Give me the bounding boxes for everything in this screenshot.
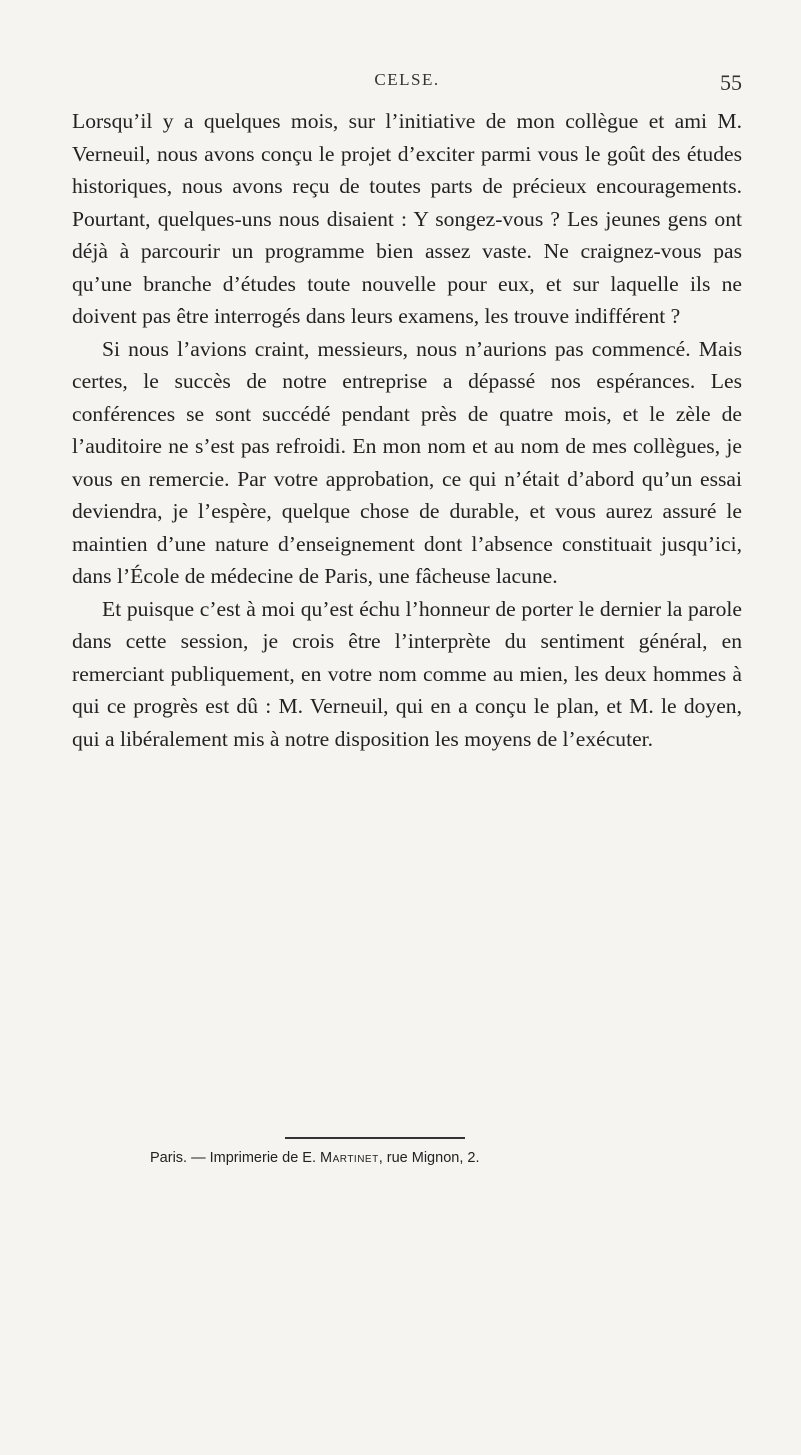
colophon-suffix: , rue Mignon, 2.	[378, 1150, 480, 1166]
paragraph-2: Si nous l’avions craint, messieurs, nous n’aurions pas commencé. Mais certes, le succès de notre entreprise a dépassé nos espérances. Les conférences se sont succédé pendant près de quatre mois, et le zèle de l’auditoire ne s’est pas refroidi. En mon nom et au nom de mes collègues, je vous en remercie. Par votre approbation, ce qui n’était d’abord qu’un essai deviendra, je l’espère, quelque chose de durable, et vous aurez assuré le maintien d’une nature d’enseignement dont l’absence constituait jusqu’ici, dans l’École de médecine de Paris, une fâcheuse lacune.	[72, 336, 742, 588]
running-head	[72, 70, 742, 100]
printer-colophon	[150, 1150, 680, 1166]
colophon-rule	[285, 1137, 465, 1139]
paragraph-3: Et puisque c’est à moi qu’est échu l’honneur de porter le dernier la parole dans cette session, je crois être l’interprète du sentiment général, en remerciant publiquement, en votre nom comme au mien, les deux hommes à qui ce progrès est dû : M. Verneuil, qui en a conçu le plan, et M. le doyen, qui a libéralement mis à notre disposition les moyens de l’exécuter.	[72, 596, 742, 751]
page-number: 55	[720, 70, 742, 95]
colophon-printer-name: Martinet	[320, 1150, 379, 1166]
paragraph-1: Lorsqu’il y a quelques mois, sur l’initiative de mon collègue et ami M. Verneuil, nous avons conçu le projet d’exciter parmi vous le goût des études historiques, nous avons reçu de toutes parts de précieux encouragements. Pourtant, quelques-uns nous disaient : Y songez-vous ? Les jeunes gens ont déjà à parcourir un programme bien assez vaste. Ne craignez-vous pas qu’une branche d’études toute nouvelle pour eux, et sur laquelle ils ne doivent pas être interrogés dans leurs examens, les trouve indifférent ?	[72, 109, 742, 328]
colophon-prefix: Paris. — Imprimerie de E.	[150, 1150, 316, 1166]
running-title: CELSE.	[374, 70, 440, 89]
body-text	[72, 105, 742, 755]
